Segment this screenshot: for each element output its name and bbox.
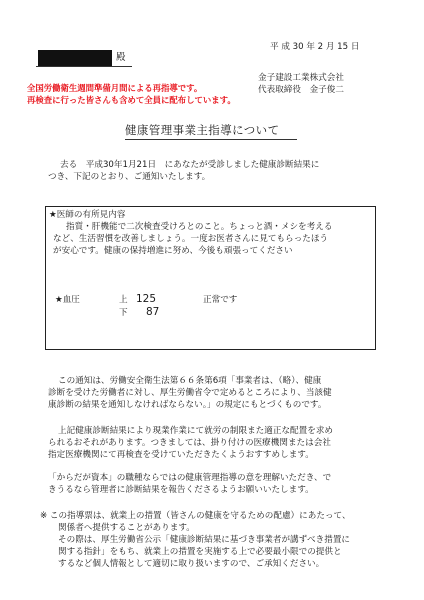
findings-line-2: など、生活習慣を改善しましょう。一度お医者さんに見てもらったほう <box>53 234 329 244</box>
bp-upper-label: 上 <box>119 295 128 305</box>
findings-line-3: が安心です。健康の保持増進に努め、今後も頑張ってください <box>53 246 293 256</box>
document-title: 健康管理事業主指導について <box>125 123 280 137</box>
document-date: 平 成 30 年 2 月 15 日 <box>270 42 360 52</box>
findings-heading: ★医師の有所見内容 <box>49 210 126 220</box>
body-p1-line-2: 診断を受けた労働者に対し、厚生労働省令で定めるところにより、当該健 <box>48 388 332 398</box>
recipient-honorific: 殿 <box>116 52 126 63</box>
body-p2-line-3: 指定医療機関にて再検査を受けていただきたくようおすすめします。 <box>48 450 314 460</box>
findings-box <box>45 206 376 350</box>
redacted-recipient-name <box>38 50 112 66</box>
body-p1-line-1: この通知は、労働安全衛生法第６６条第6項「事業者は、（略）、健康 <box>58 376 322 386</box>
note-line-1: ※ この指導票は、就業上の措置（皆さんの健康を守るための配慮）にあたって、 <box>40 511 351 521</box>
title-underline <box>125 139 297 140</box>
company-name: 金子建設工業株式会社 <box>258 73 344 83</box>
body-p2-line-2: られるおそれがあります。つきましては、掛り付けの医療機関または会社 <box>48 438 331 448</box>
blood-pressure-label: ★血圧 <box>55 295 80 305</box>
intro-line-2: つき、下記のとおり、ご通知いたします。 <box>48 172 211 182</box>
body-p1-line-3: 康診断の結果を通知しなければならない。」の規定にもとづくものです。 <box>48 400 327 410</box>
bp-upper-value: 125 <box>136 293 157 305</box>
findings-line-1: 指質・肝機能で二次検査受けろとのこと。ちょっと酒・メシを考える <box>66 222 333 232</box>
note-line-5: するなど個人情報として適切に取り扱いますので、ご承知ください。 <box>58 559 325 569</box>
note-line-2: 関係者へ提供することがあります。 <box>58 523 195 533</box>
notice-line-2: 再検査に行った皆さんも含めて全員に配布しています。 <box>27 95 236 105</box>
recipient-underline <box>36 66 132 67</box>
bp-lower-value: 87 <box>146 306 160 318</box>
bp-lower-label: 下 <box>119 308 128 318</box>
note-line-3: その際は、厚生労働省公示「健康診断結果に基づき事業者が講ずべき措置に <box>58 535 351 545</box>
body-p3-line-2: きうるなら管理者に診断結果を報告くださるようお願いいたします。 <box>48 485 314 495</box>
notice-line-1: 全国労働衛生週間準備月間による再指導です。 <box>27 83 203 93</box>
intro-line-1: 去る 平成30年1月21日 にあなたが受診しました健康診断結果に <box>60 160 320 170</box>
body-p3-line-1: 「からだが資本」の職種ならではの健康管理指導の意を理解いただき、で <box>48 473 332 483</box>
company-representative: 代表取締役 金子俊二 <box>258 85 344 95</box>
note-line-4: 関する指針」をもち、就業上の措置を実施する上で必要最小限での提供と <box>58 547 342 557</box>
bp-status: 正常です <box>203 295 238 305</box>
body-p2-line-1: 上記健康診断結果により現業作業にて就労の制限また適正な配置を求め <box>58 426 334 436</box>
